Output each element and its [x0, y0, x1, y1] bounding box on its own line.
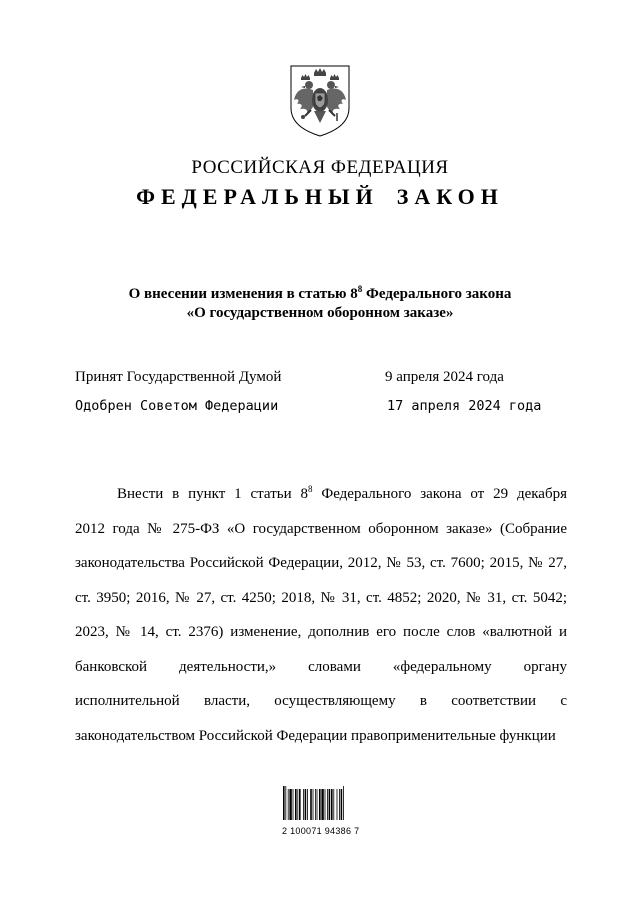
barcode-number: 2 100071 94386 7: [282, 826, 360, 836]
body-superscript: 8: [307, 484, 313, 494]
barcode: [282, 786, 366, 836]
law-type-word-federal: ФЕДЕРАЛЬНЫЙ: [136, 184, 379, 209]
body-line: законодательства Российской Федерации, 2012, № 53, ст. 7600; 2015, № 27,: [75, 555, 567, 571]
country-heading: РОССИЙСКАЯ ФЕДЕРАЦИЯ: [191, 157, 449, 178]
body-line: банковской деятельности,» словами «федеральному органу: [75, 658, 567, 675]
body-line: 2012 года № 275-ФЗ «О государственном оборонном заказе» (Собрание: [75, 520, 567, 537]
body-line: [75, 477, 567, 512]
body-line: 2023, № 14, ст. 2376) изменение, дополнив его после слов «валютной и: [75, 624, 567, 640]
law-title-superscript: 8: [357, 284, 363, 294]
document-type-heading: [0, 184, 640, 210]
body-line: законодательством Российской Федерации правоприменительные функции: [75, 727, 556, 744]
council-approval-label: Одобрен Советом Федерации: [75, 398, 279, 414]
law-title: [0, 285, 640, 323]
body-line: ст. 3950; 2016, № 27, ст. 4250; 2018, № 31, ст. 4852; 2020, № 31, ст. 5042;: [75, 589, 567, 606]
law-title-line-1: [0, 285, 640, 304]
duma-adoption-label: Принят Государственной Думой: [75, 369, 282, 385]
duma-adoption-row: [75, 369, 565, 386]
law-type-word-law: ЗАКОН: [396, 184, 504, 209]
barcode-icon: [282, 786, 366, 820]
body-line-1-suffix: Федерального закона от 29 декабря: [312, 486, 567, 502]
law-title-line-2: «О государственном оборонном заказе»: [186, 305, 454, 321]
law-body-paragraph: [75, 477, 567, 753]
council-approval-date: 17 апреля 2024 года: [387, 398, 542, 414]
duma-adoption-date: 9 апреля 2024 года: [385, 369, 504, 385]
law-title-line-1-suffix: Федерального закона: [362, 286, 512, 302]
body-line: исполнительной власти, осуществляющему в соответствии с: [75, 693, 567, 709]
coat-of-arms-icon: [287, 64, 353, 138]
body-line-1-prefix: Внести в пункт 1 статьи 8: [117, 486, 308, 502]
council-approval-row: [75, 398, 565, 414]
law-title-line-1-prefix: О внесении изменения в статью 8: [128, 286, 358, 302]
